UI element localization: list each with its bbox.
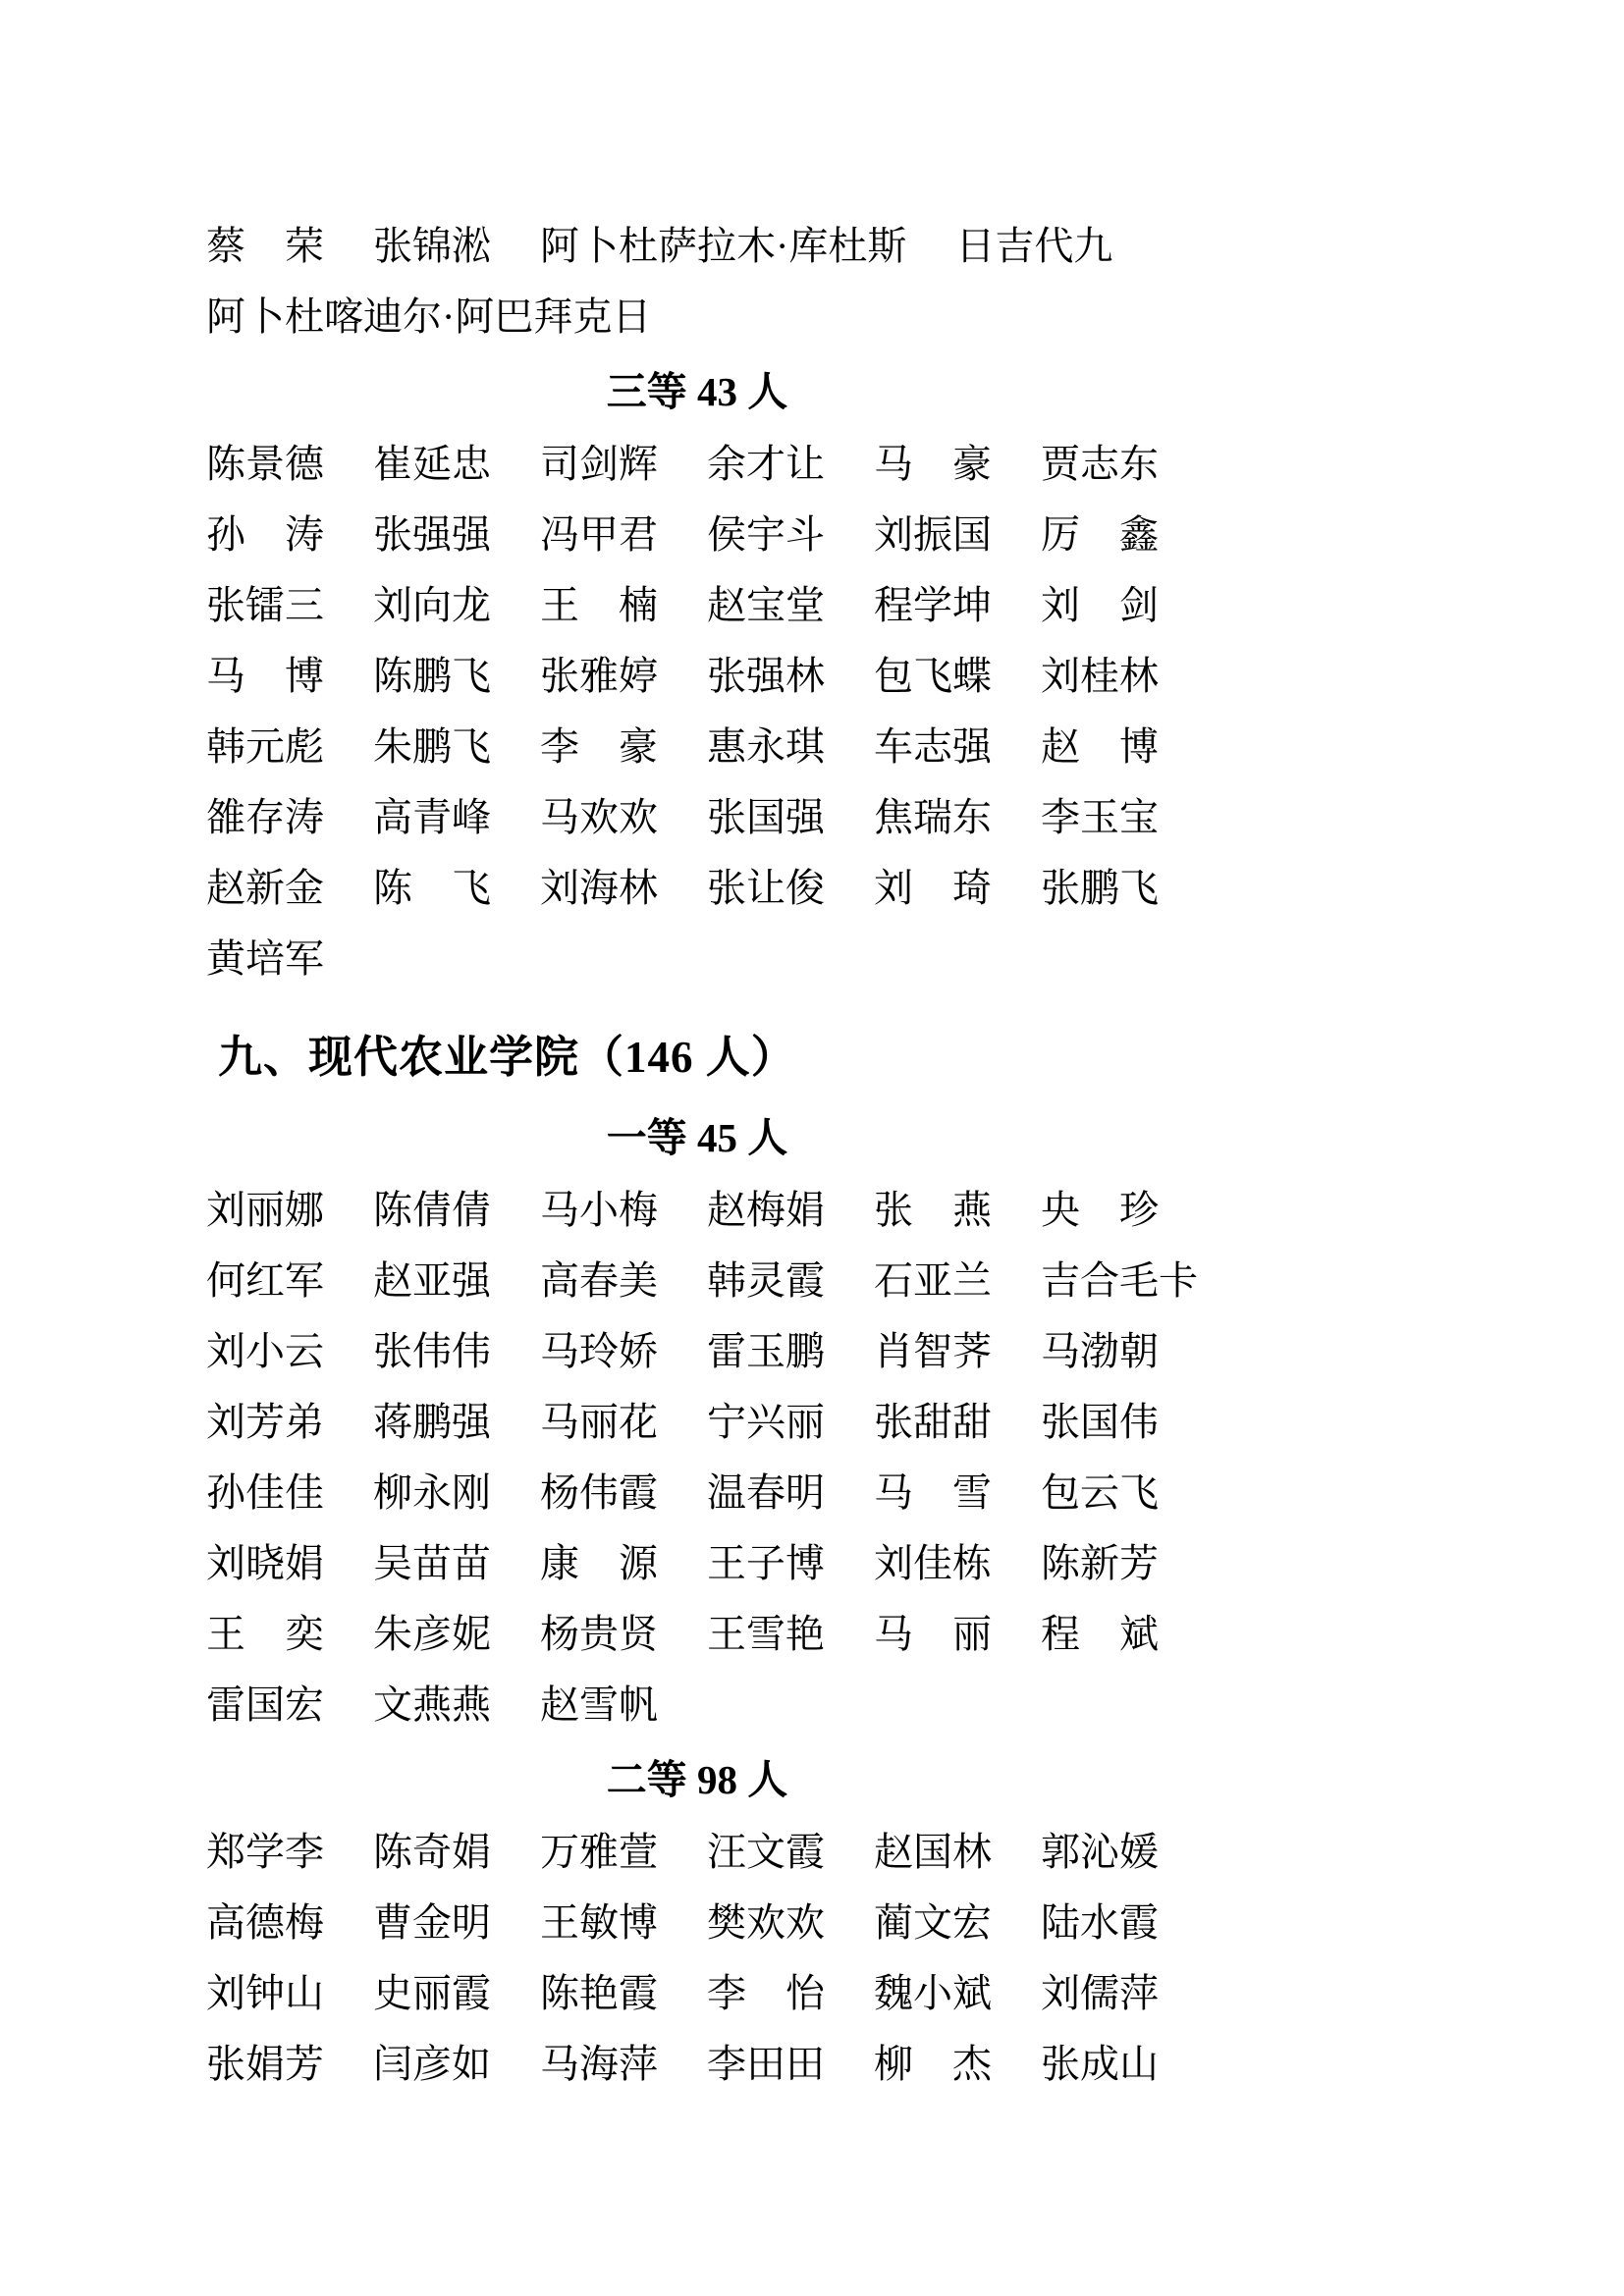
person-name: 刘振国: [874, 512, 992, 557]
name-row: [206, 1528, 1188, 1599]
person-name: 陈新芳: [1041, 1541, 1159, 1585]
name-row: [206, 924, 1188, 994]
person-name: 万雅萱: [540, 1830, 658, 1874]
person-name: 刘钟山: [206, 1971, 324, 2015]
person-name: 张强林: [707, 654, 825, 698]
person-name: 杨贵贤: [540, 1612, 658, 1656]
person-name: 张国强: [707, 795, 825, 839]
person-name: 吴苗苗: [373, 1541, 491, 1585]
person-name: 黄培军: [206, 936, 324, 981]
person-name: 陆水霞: [1041, 1900, 1159, 1945]
person-name: 刘海林: [540, 866, 658, 910]
person-name: 文燕燕: [373, 1682, 491, 1727]
person-name: 吉合毛卡: [1041, 1258, 1198, 1303]
person-name: 曹金明: [373, 1900, 491, 1945]
person-name: 陈 飞: [373, 866, 491, 910]
person-name: 高德梅: [206, 1900, 324, 1945]
person-name: 石亚兰: [874, 1258, 992, 1303]
person-name: 朱彦妮: [373, 1612, 491, 1656]
person-name: 马 雪: [874, 1470, 992, 1515]
person-name: 张镭三: [206, 583, 324, 627]
name-row: [206, 712, 1188, 782]
person-name: 王 奕: [206, 1612, 324, 1656]
person-name: 高春美: [540, 1258, 658, 1303]
person-name: 赵宝堂: [707, 583, 825, 627]
college-section-heading: 九、现代农业学院（146 人）: [218, 1033, 796, 1082]
name-row: [206, 500, 1188, 570]
person-name: 刘 剑: [1041, 583, 1159, 627]
person-name: 马海萍: [540, 2042, 658, 2086]
person-name: 程 斌: [1041, 1612, 1159, 1656]
person-name: 司剑辉: [540, 442, 658, 486]
person-name: 陈鹏飞: [373, 654, 491, 698]
person-name: 刘 琦: [874, 866, 992, 910]
name-row: [206, 1246, 1198, 1316]
name-row: [206, 1387, 1188, 1458]
person-name: 雷玉鹏: [707, 1329, 825, 1373]
person-name: 韩元彪: [206, 724, 324, 769]
person-name: 程学坤: [874, 583, 992, 627]
person-name: 马渤朝: [1041, 1329, 1159, 1373]
person-name: 马 豪: [874, 442, 992, 486]
person-name: 刘桂林: [1041, 654, 1159, 698]
person-name: 马 博: [206, 654, 324, 698]
name-row: [206, 1316, 1188, 1387]
person-name: 樊欢欢: [707, 1900, 825, 1945]
grade2-heading: 二等 98 人: [606, 1757, 788, 1802]
person-name: 刘晓娟: [206, 1541, 324, 1585]
person-name: 日吉代九: [955, 224, 1113, 268]
person-name: 韩灵霞: [707, 1258, 825, 1303]
person-name: 蔺文宏: [874, 1900, 992, 1945]
person-name: 史丽霞: [373, 1971, 491, 2015]
person-name: 侯宇斗: [707, 512, 825, 557]
person-name: 宁兴丽: [707, 1400, 825, 1444]
person-name: 刘芳弟: [206, 1400, 324, 1444]
name-row: [206, 2029, 1188, 2100]
person-name: 马小梅: [540, 1188, 658, 1232]
name-row: [206, 1175, 1188, 1246]
name-row: [206, 1958, 1188, 2029]
person-name: 张成山: [1041, 2042, 1159, 2086]
person-name: 蒋鹏强: [373, 1400, 491, 1444]
person-name: 陈奇娟: [373, 1830, 491, 1874]
person-name: 赵亚强: [373, 1258, 491, 1303]
person-name: 孙 涛: [206, 512, 324, 557]
name-row: [206, 1599, 1188, 1670]
person-name: 张国伟: [1041, 1400, 1159, 1444]
name-row: [206, 1670, 1188, 1740]
person-name: 赵雪帆: [540, 1682, 658, 1727]
name-row: [206, 211, 1188, 282]
person-name: 包云飞: [1041, 1470, 1159, 1515]
name-row: [206, 641, 1188, 712]
person-name: 阿卜杜喀迪尔·阿巴拜克日: [206, 294, 652, 339]
name-row: [206, 570, 1188, 641]
page-content: [206, 211, 1198, 2100]
person-name: 赵 博: [1041, 724, 1159, 769]
person-name: 贾志东: [1041, 442, 1159, 486]
person-name: 蔡 荣: [206, 224, 324, 268]
person-name: 赵国林: [874, 1830, 992, 1874]
person-name: 陈景德: [206, 442, 324, 486]
person-name: 张娟芳: [206, 2042, 324, 2086]
person-name: 张强强: [373, 512, 491, 557]
name-row: [206, 282, 1188, 352]
person-name: 马欢欢: [540, 795, 658, 839]
person-name: 刘佳栋: [874, 1541, 992, 1585]
person-name: 张雅婷: [540, 654, 658, 698]
person-name: 王 楠: [540, 583, 658, 627]
person-name: 孙佳佳: [206, 1470, 324, 1515]
person-name: 张甜甜: [874, 1400, 992, 1444]
person-name: 阿卜杜萨拉木·库杜斯: [540, 224, 907, 268]
person-name: 柳 杰: [874, 2042, 992, 2086]
person-name: 朱鹏飞: [373, 724, 491, 769]
person-name: 李 豪: [540, 724, 658, 769]
name-row: [206, 1888, 1188, 1958]
person-name: 央 珍: [1041, 1188, 1159, 1232]
person-name: 魏小斌: [874, 1971, 992, 2015]
person-name: 张伟伟: [373, 1329, 491, 1373]
person-name: 刘儒萍: [1041, 1971, 1159, 2015]
person-name: 余才让: [707, 442, 825, 486]
person-name: 王敏博: [540, 1900, 658, 1945]
name-row: [206, 429, 1188, 500]
name-row: [206, 782, 1188, 853]
person-name: 焦瑞东: [874, 795, 992, 839]
person-name: 马 丽: [874, 1612, 992, 1656]
person-name: 王雪艳: [707, 1612, 825, 1656]
person-name: 温春明: [707, 1470, 825, 1515]
person-name: 杨伟霞: [540, 1470, 658, 1515]
person-name: 王子博: [707, 1541, 825, 1585]
person-name: 车志强: [874, 724, 992, 769]
person-name: 康 源: [540, 1541, 658, 1585]
person-name: 李玉宝: [1041, 795, 1159, 839]
person-name: 张鹏飞: [1041, 866, 1159, 910]
person-name: 刘丽娜: [206, 1188, 324, 1232]
person-name: 柳永刚: [373, 1470, 491, 1515]
person-name: 张 燕: [874, 1188, 992, 1232]
person-name: 包飞蝶: [874, 654, 992, 698]
person-name: 李田田: [707, 2042, 825, 2086]
person-name: 张让俊: [707, 866, 825, 910]
person-name: 厉 鑫: [1041, 512, 1159, 557]
person-name: 汪文霞: [707, 1830, 825, 1874]
person-name: 冯甲君: [540, 512, 658, 557]
person-name: 马玲娇: [540, 1329, 658, 1373]
person-name: 雷国宏: [206, 1682, 324, 1727]
person-name: 惠永琪: [707, 724, 825, 769]
person-name: 陈艳霞: [540, 1971, 658, 2015]
name-row: [206, 853, 1188, 924]
person-name: 刘向龙: [373, 583, 491, 627]
person-name: 马丽花: [540, 1400, 658, 1444]
person-name: 张锦淞: [373, 224, 491, 268]
person-name: 雒存涛: [206, 795, 324, 839]
name-row: [206, 1458, 1188, 1528]
person-name: 崔延忠: [373, 442, 491, 486]
person-name: 郭沁媛: [1041, 1830, 1159, 1874]
person-name: 闫彦如: [373, 2042, 491, 2086]
grade1-heading: 一等 45 人: [606, 1115, 788, 1160]
person-name: 李 怡: [707, 1971, 825, 2015]
grade3-heading: 三等 43 人: [606, 369, 788, 414]
person-name: 陈倩倩: [373, 1188, 491, 1232]
person-name: 赵新金: [206, 866, 324, 910]
name-row: [206, 1817, 1188, 1888]
person-name: 何红军: [206, 1258, 324, 1303]
person-name: 郑学李: [206, 1830, 324, 1874]
person-name: 刘小云: [206, 1329, 324, 1373]
person-name: 赵梅娟: [707, 1188, 825, 1232]
person-name: 高青峰: [373, 795, 491, 839]
person-name: 肖智荠: [874, 1329, 992, 1373]
